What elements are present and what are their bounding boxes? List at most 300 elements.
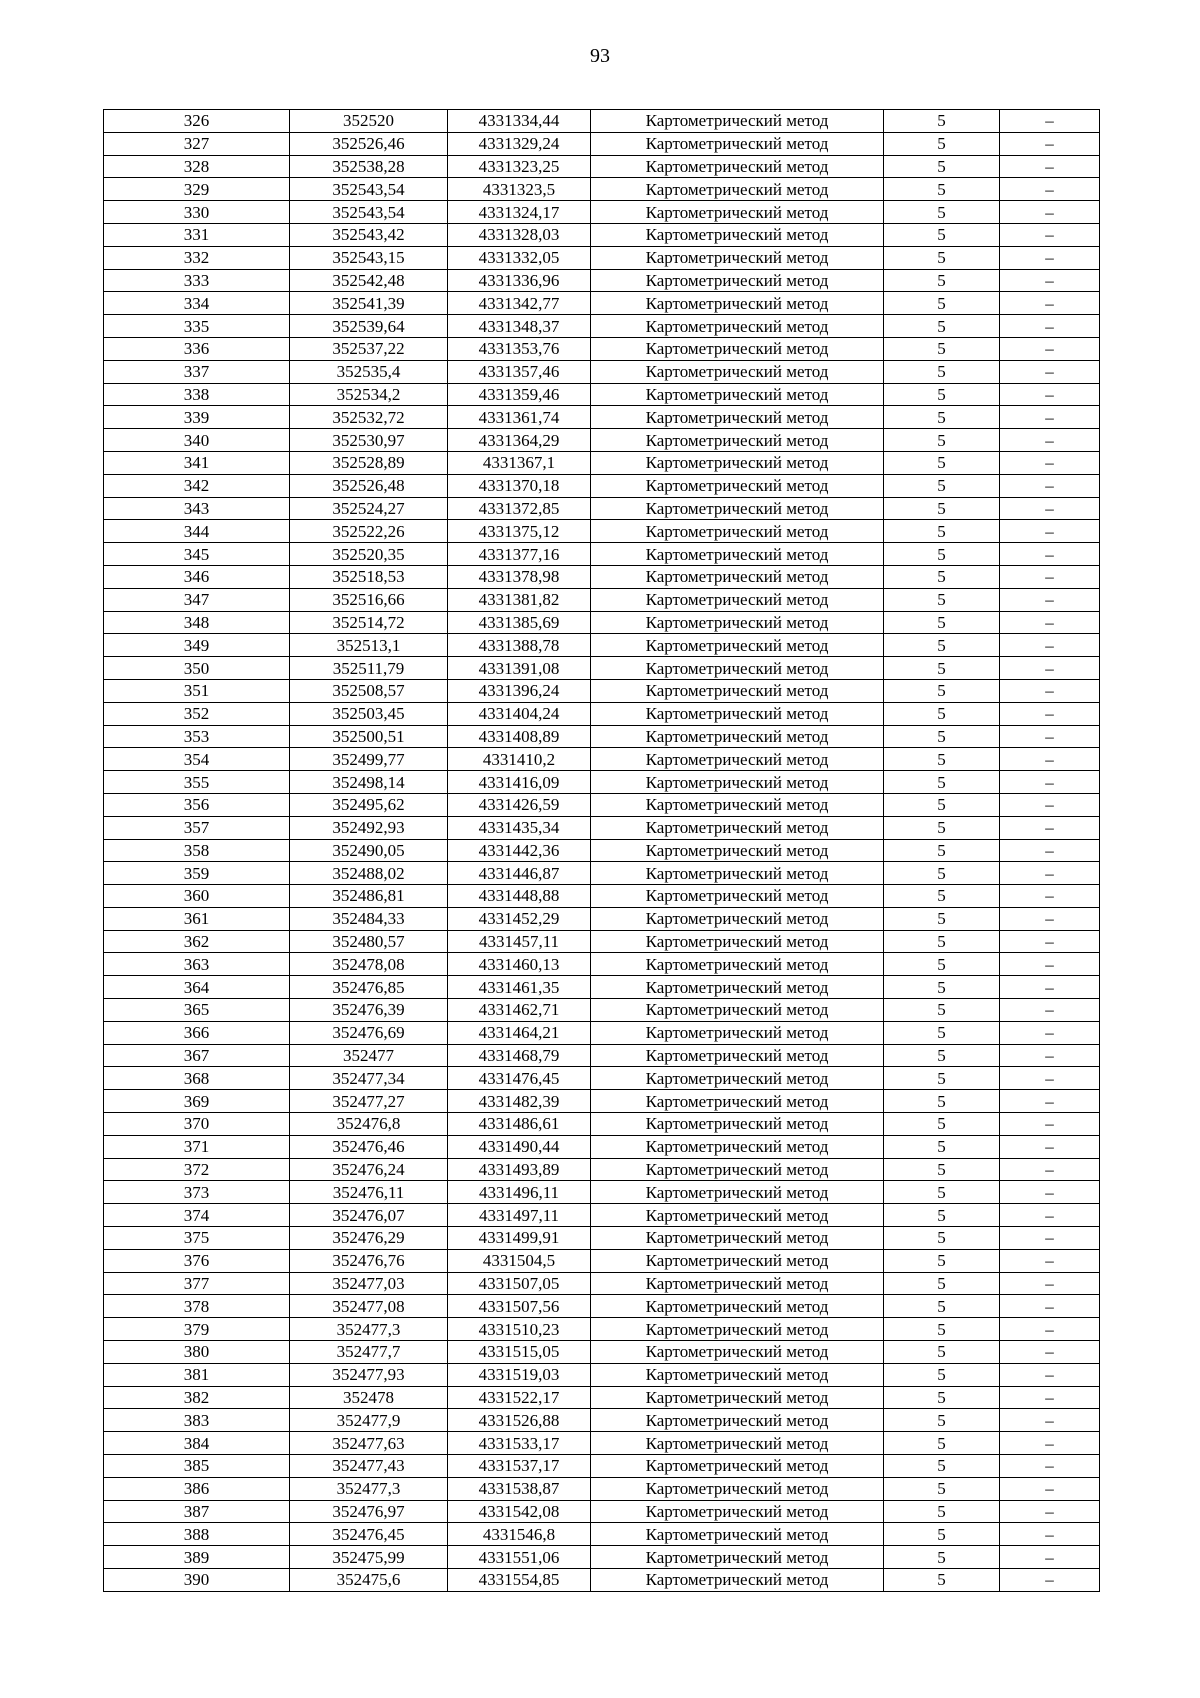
table-row [104, 201, 1100, 224]
table-row [104, 1546, 1100, 1569]
accuracy-cell: 5 [884, 1181, 1000, 1204]
table-row [104, 451, 1100, 474]
point-number-cell: 364 [104, 976, 290, 999]
y-coordinate-cell: 4331507,05 [448, 1272, 591, 1295]
x-coordinate-cell: 352476,76 [290, 1249, 448, 1272]
table-row [104, 816, 1100, 839]
table-row [104, 337, 1100, 360]
method-cell: Картометрический метод [591, 406, 884, 429]
accuracy-cell: 5 [884, 565, 1000, 588]
y-coordinate-cell: 4331377,16 [448, 543, 591, 566]
x-coordinate-cell: 352476,45 [290, 1523, 448, 1546]
table-row [104, 1523, 1100, 1546]
accuracy-cell: 5 [884, 930, 1000, 953]
x-coordinate-cell: 352476,07 [290, 1204, 448, 1227]
method-cell: Картометрический метод [591, 1067, 884, 1090]
point-number-cell: 386 [104, 1477, 290, 1500]
y-coordinate-cell: 4331476,45 [448, 1067, 591, 1090]
point-number-cell: 372 [104, 1158, 290, 1181]
description-cell: – [1000, 1295, 1100, 1318]
accuracy-cell: 5 [884, 110, 1000, 133]
table-row [104, 999, 1100, 1022]
point-number-cell: 390 [104, 1569, 290, 1592]
y-coordinate-cell: 4331461,35 [448, 976, 591, 999]
accuracy-cell: 5 [884, 725, 1000, 748]
x-coordinate-cell: 352476,29 [290, 1227, 448, 1250]
table-row [104, 588, 1100, 611]
accuracy-cell: 5 [884, 246, 1000, 269]
accuracy-cell: 5 [884, 771, 1000, 794]
x-coordinate-cell: 352476,85 [290, 976, 448, 999]
y-coordinate-cell: 4331538,87 [448, 1477, 591, 1500]
accuracy-cell: 5 [884, 839, 1000, 862]
method-cell: Картометрический метод [591, 1295, 884, 1318]
accuracy-cell: 5 [884, 1021, 1000, 1044]
point-number-cell: 366 [104, 1021, 290, 1044]
method-cell: Картометрический метод [591, 1341, 884, 1364]
description-cell: – [1000, 1409, 1100, 1432]
x-coordinate-cell: 352518,53 [290, 565, 448, 588]
x-coordinate-cell: 352535,4 [290, 360, 448, 383]
accuracy-cell: 5 [884, 1135, 1000, 1158]
accuracy-cell: 5 [884, 679, 1000, 702]
description-cell: – [1000, 223, 1100, 246]
y-coordinate-cell: 4331357,46 [448, 360, 591, 383]
method-cell: Картометрический метод [591, 497, 884, 520]
y-coordinate-cell: 4331336,96 [448, 269, 591, 292]
point-number-cell: 329 [104, 178, 290, 201]
accuracy-cell: 5 [884, 1409, 1000, 1432]
description-cell: – [1000, 543, 1100, 566]
description-cell: – [1000, 976, 1100, 999]
point-number-cell: 326 [104, 110, 290, 133]
y-coordinate-cell: 4331546,8 [448, 1523, 591, 1546]
point-number-cell: 336 [104, 337, 290, 360]
accuracy-cell: 5 [884, 1455, 1000, 1478]
table-row [104, 383, 1100, 406]
point-number-cell: 350 [104, 657, 290, 680]
accuracy-cell: 5 [884, 1272, 1000, 1295]
accuracy-cell: 5 [884, 1044, 1000, 1067]
accuracy-cell: 5 [884, 1113, 1000, 1136]
method-cell: Картометрический метод [591, 1158, 884, 1181]
y-coordinate-cell: 4331493,89 [448, 1158, 591, 1181]
point-number-cell: 347 [104, 588, 290, 611]
point-number-cell: 354 [104, 748, 290, 771]
accuracy-cell: 5 [884, 816, 1000, 839]
point-number-cell: 353 [104, 725, 290, 748]
table-row [104, 976, 1100, 999]
description-cell: – [1000, 1067, 1100, 1090]
y-coordinate-cell: 4331452,29 [448, 907, 591, 930]
description-cell: – [1000, 1090, 1100, 1113]
method-cell: Картометрический метод [591, 292, 884, 315]
accuracy-cell: 5 [884, 1249, 1000, 1272]
x-coordinate-cell: 352476,97 [290, 1500, 448, 1523]
table-row [104, 1227, 1100, 1250]
table-row [104, 1386, 1100, 1409]
x-coordinate-cell: 352534,2 [290, 383, 448, 406]
y-coordinate-cell: 4331464,21 [448, 1021, 591, 1044]
table-row [104, 725, 1100, 748]
method-cell: Картометрический метод [591, 246, 884, 269]
x-coordinate-cell: 352530,97 [290, 429, 448, 452]
point-number-cell: 339 [104, 406, 290, 429]
y-coordinate-cell: 4331526,88 [448, 1409, 591, 1432]
table-row [104, 1021, 1100, 1044]
y-coordinate-cell: 4331554,85 [448, 1569, 591, 1592]
description-cell: – [1000, 1044, 1100, 1067]
y-coordinate-cell: 4331342,77 [448, 292, 591, 315]
x-coordinate-cell: 352543,42 [290, 223, 448, 246]
accuracy-cell: 5 [884, 155, 1000, 178]
method-cell: Картометрический метод [591, 1363, 884, 1386]
table-row [104, 565, 1100, 588]
method-cell: Картометрический метод [591, 1500, 884, 1523]
y-coordinate-cell: 4331537,17 [448, 1455, 591, 1478]
x-coordinate-cell: 352486,81 [290, 885, 448, 908]
table-row [104, 315, 1100, 338]
point-number-cell: 385 [104, 1455, 290, 1478]
y-coordinate-cell: 4331370,18 [448, 474, 591, 497]
description-cell: – [1000, 451, 1100, 474]
description-cell: – [1000, 1181, 1100, 1204]
table-row [104, 1158, 1100, 1181]
accuracy-cell: 5 [884, 1546, 1000, 1569]
x-coordinate-cell: 352532,72 [290, 406, 448, 429]
table-row [104, 269, 1100, 292]
point-number-cell: 374 [104, 1204, 290, 1227]
table-row [104, 1477, 1100, 1500]
method-cell: Картометрический метод [591, 223, 884, 246]
description-cell: – [1000, 634, 1100, 657]
table-row [104, 930, 1100, 953]
accuracy-cell: 5 [884, 1227, 1000, 1250]
method-cell: Картометрический метод [591, 679, 884, 702]
accuracy-cell: 5 [884, 360, 1000, 383]
point-number-cell: 376 [104, 1249, 290, 1272]
y-coordinate-cell: 4331353,76 [448, 337, 591, 360]
y-coordinate-cell: 4331410,2 [448, 748, 591, 771]
table-row [104, 246, 1100, 269]
point-number-cell: 333 [104, 269, 290, 292]
x-coordinate-cell: 352522,26 [290, 520, 448, 543]
method-cell: Картометрический метод [591, 976, 884, 999]
table-row [104, 1249, 1100, 1272]
table-row [104, 292, 1100, 315]
description-cell: – [1000, 1546, 1100, 1569]
y-coordinate-cell: 4331323,5 [448, 178, 591, 201]
point-number-cell: 388 [104, 1523, 290, 1546]
point-number-cell: 348 [104, 611, 290, 634]
accuracy-cell: 5 [884, 862, 1000, 885]
x-coordinate-cell: 352478,08 [290, 953, 448, 976]
description-cell: – [1000, 1135, 1100, 1158]
x-coordinate-cell: 352490,05 [290, 839, 448, 862]
table-row [104, 1272, 1100, 1295]
method-cell: Картометрический метод [591, 178, 884, 201]
description-cell: – [1000, 1569, 1100, 1592]
description-cell: – [1000, 269, 1100, 292]
accuracy-cell: 5 [884, 269, 1000, 292]
accuracy-cell: 5 [884, 748, 1000, 771]
x-coordinate-cell: 352477,63 [290, 1432, 448, 1455]
method-cell: Картометрический метод [591, 565, 884, 588]
table-row [104, 907, 1100, 930]
description-cell: – [1000, 1432, 1100, 1455]
method-cell: Картометрический метод [591, 269, 884, 292]
x-coordinate-cell: 352480,57 [290, 930, 448, 953]
method-cell: Картометрический метод [591, 1135, 884, 1158]
x-coordinate-cell: 352500,51 [290, 725, 448, 748]
x-coordinate-cell: 352476,46 [290, 1135, 448, 1158]
table-row [104, 634, 1100, 657]
description-cell: – [1000, 383, 1100, 406]
x-coordinate-cell: 352516,66 [290, 588, 448, 611]
point-number-cell: 358 [104, 839, 290, 862]
y-coordinate-cell: 4331542,08 [448, 1500, 591, 1523]
description-cell: – [1000, 702, 1100, 725]
description-cell: – [1000, 611, 1100, 634]
point-number-cell: 341 [104, 451, 290, 474]
method-cell: Картометрический метод [591, 725, 884, 748]
method-cell: Картометрический метод [591, 1272, 884, 1295]
table-row [104, 223, 1100, 246]
point-number-cell: 382 [104, 1386, 290, 1409]
description-cell: – [1000, 110, 1100, 133]
description-cell: – [1000, 588, 1100, 611]
point-number-cell: 334 [104, 292, 290, 315]
x-coordinate-cell: 352520 [290, 110, 448, 133]
description-cell: – [1000, 793, 1100, 816]
x-coordinate-cell: 352511,79 [290, 657, 448, 680]
description-cell: – [1000, 1455, 1100, 1478]
point-number-cell: 337 [104, 360, 290, 383]
description-cell: – [1000, 315, 1100, 338]
y-coordinate-cell: 4331391,08 [448, 657, 591, 680]
description-cell: – [1000, 565, 1100, 588]
description-cell: – [1000, 1272, 1100, 1295]
description-cell: – [1000, 1363, 1100, 1386]
y-coordinate-cell: 4331404,24 [448, 702, 591, 725]
table-row [104, 429, 1100, 452]
point-number-cell: 345 [104, 543, 290, 566]
x-coordinate-cell: 352475,99 [290, 1546, 448, 1569]
table-row [104, 1135, 1100, 1158]
y-coordinate-cell: 4331348,37 [448, 315, 591, 338]
point-number-cell: 377 [104, 1272, 290, 1295]
accuracy-cell: 5 [884, 201, 1000, 224]
table-row [104, 748, 1100, 771]
accuracy-cell: 5 [884, 292, 1000, 315]
point-number-cell: 346 [104, 565, 290, 588]
y-coordinate-cell: 4331510,23 [448, 1318, 591, 1341]
table-row [104, 1363, 1100, 1386]
x-coordinate-cell: 352538,28 [290, 155, 448, 178]
method-cell: Картометрический метод [591, 588, 884, 611]
table-row [104, 839, 1100, 862]
x-coordinate-cell: 352477,08 [290, 1295, 448, 1318]
y-coordinate-cell: 4331426,59 [448, 793, 591, 816]
method-cell: Картометрический метод [591, 885, 884, 908]
accuracy-cell: 5 [884, 406, 1000, 429]
method-cell: Картометрический метод [591, 953, 884, 976]
table-row [104, 1432, 1100, 1455]
point-number-cell: 378 [104, 1295, 290, 1318]
description-cell: – [1000, 155, 1100, 178]
x-coordinate-cell: 352539,64 [290, 315, 448, 338]
method-cell: Картометрический метод [591, 383, 884, 406]
method-cell: Картометрический метод [591, 155, 884, 178]
point-number-cell: 369 [104, 1090, 290, 1113]
x-coordinate-cell: 352503,45 [290, 702, 448, 725]
table-row [104, 1295, 1100, 1318]
method-cell: Картометрический метод [591, 520, 884, 543]
description-cell: – [1000, 292, 1100, 315]
description-cell: – [1000, 1386, 1100, 1409]
point-number-cell: 330 [104, 201, 290, 224]
accuracy-cell: 5 [884, 702, 1000, 725]
description-cell: – [1000, 771, 1100, 794]
accuracy-cell: 5 [884, 1363, 1000, 1386]
accuracy-cell: 5 [884, 474, 1000, 497]
method-cell: Картометрический метод [591, 110, 884, 133]
method-cell: Картометрический метод [591, 862, 884, 885]
accuracy-cell: 5 [884, 1204, 1000, 1227]
point-number-cell: 363 [104, 953, 290, 976]
table-row [104, 1318, 1100, 1341]
description-cell: – [1000, 748, 1100, 771]
x-coordinate-cell: 352520,35 [290, 543, 448, 566]
method-cell: Картометрический метод [591, 543, 884, 566]
method-cell: Картометрический метод [591, 1477, 884, 1500]
description-cell: – [1000, 1318, 1100, 1341]
x-coordinate-cell: 352476,11 [290, 1181, 448, 1204]
description-cell: – [1000, 406, 1100, 429]
y-coordinate-cell: 4331460,13 [448, 953, 591, 976]
table-row [104, 406, 1100, 429]
accuracy-cell: 5 [884, 1500, 1000, 1523]
x-coordinate-cell: 352508,57 [290, 679, 448, 702]
y-coordinate-cell: 4331329,24 [448, 132, 591, 155]
y-coordinate-cell: 4331499,91 [448, 1227, 591, 1250]
accuracy-cell: 5 [884, 588, 1000, 611]
accuracy-cell: 5 [884, 543, 1000, 566]
description-cell: – [1000, 1021, 1100, 1044]
table-row [104, 497, 1100, 520]
accuracy-cell: 5 [884, 1523, 1000, 1546]
y-coordinate-cell: 4331396,24 [448, 679, 591, 702]
x-coordinate-cell: 352495,62 [290, 793, 448, 816]
description-cell: – [1000, 953, 1100, 976]
method-cell: Картометрический метод [591, 1318, 884, 1341]
table-row [104, 1409, 1100, 1432]
method-cell: Картометрический метод [591, 132, 884, 155]
x-coordinate-cell: 352499,77 [290, 748, 448, 771]
x-coordinate-cell: 352541,39 [290, 292, 448, 315]
method-cell: Картометрический метод [591, 839, 884, 862]
accuracy-cell: 5 [884, 885, 1000, 908]
description-cell: – [1000, 360, 1100, 383]
method-cell: Картометрический метод [591, 1409, 884, 1432]
accuracy-cell: 5 [884, 611, 1000, 634]
method-cell: Картометрический метод [591, 748, 884, 771]
method-cell: Картометрический метод [591, 474, 884, 497]
y-coordinate-cell: 4331328,03 [448, 223, 591, 246]
point-number-cell: 379 [104, 1318, 290, 1341]
description-cell: – [1000, 930, 1100, 953]
x-coordinate-cell: 352498,14 [290, 771, 448, 794]
table-row [104, 1044, 1100, 1067]
description-cell: – [1000, 1227, 1100, 1250]
y-coordinate-cell: 4331490,44 [448, 1135, 591, 1158]
method-cell: Картометрический метод [591, 1432, 884, 1455]
point-number-cell: 332 [104, 246, 290, 269]
table-row [104, 1113, 1100, 1136]
description-cell: – [1000, 337, 1100, 360]
table-row [104, 885, 1100, 908]
coordinates-table [103, 109, 1100, 1592]
table-row [104, 657, 1100, 680]
method-cell: Картометрический метод [591, 816, 884, 839]
point-number-cell: 349 [104, 634, 290, 657]
point-number-cell: 389 [104, 1546, 290, 1569]
accuracy-cell: 5 [884, 657, 1000, 680]
accuracy-cell: 5 [884, 132, 1000, 155]
accuracy-cell: 5 [884, 793, 1000, 816]
x-coordinate-cell: 352477,7 [290, 1341, 448, 1364]
point-number-cell: 373 [104, 1181, 290, 1204]
y-coordinate-cell: 4331385,69 [448, 611, 591, 634]
y-coordinate-cell: 4331334,44 [448, 110, 591, 133]
method-cell: Картометрический метод [591, 771, 884, 794]
table-row [104, 360, 1100, 383]
table-row [104, 771, 1100, 794]
x-coordinate-cell: 352477,3 [290, 1318, 448, 1341]
description-cell: – [1000, 246, 1100, 269]
y-coordinate-cell: 4331497,11 [448, 1204, 591, 1227]
point-number-cell: 343 [104, 497, 290, 520]
method-cell: Картометрический метод [591, 793, 884, 816]
x-coordinate-cell: 352492,93 [290, 816, 448, 839]
y-coordinate-cell: 4331372,85 [448, 497, 591, 520]
point-number-cell: 328 [104, 155, 290, 178]
point-number-cell: 367 [104, 1044, 290, 1067]
description-cell: – [1000, 657, 1100, 680]
y-coordinate-cell: 4331515,05 [448, 1341, 591, 1364]
x-coordinate-cell: 352526,48 [290, 474, 448, 497]
method-cell: Картометрический метод [591, 315, 884, 338]
table-row [104, 474, 1100, 497]
accuracy-cell: 5 [884, 1341, 1000, 1364]
description-cell: – [1000, 1477, 1100, 1500]
accuracy-cell: 5 [884, 178, 1000, 201]
table-row [104, 953, 1100, 976]
x-coordinate-cell: 352484,33 [290, 907, 448, 930]
description-cell: – [1000, 862, 1100, 885]
description-cell: – [1000, 885, 1100, 908]
method-cell: Картометрический метод [591, 1044, 884, 1067]
x-coordinate-cell: 352514,72 [290, 611, 448, 634]
table-row [104, 178, 1100, 201]
description-cell: – [1000, 1523, 1100, 1546]
x-coordinate-cell: 352477,43 [290, 1455, 448, 1478]
x-coordinate-cell: 352476,39 [290, 999, 448, 1022]
y-coordinate-cell: 4331462,71 [448, 999, 591, 1022]
method-cell: Картометрический метод [591, 907, 884, 930]
point-number-cell: 338 [104, 383, 290, 406]
accuracy-cell: 5 [884, 1067, 1000, 1090]
